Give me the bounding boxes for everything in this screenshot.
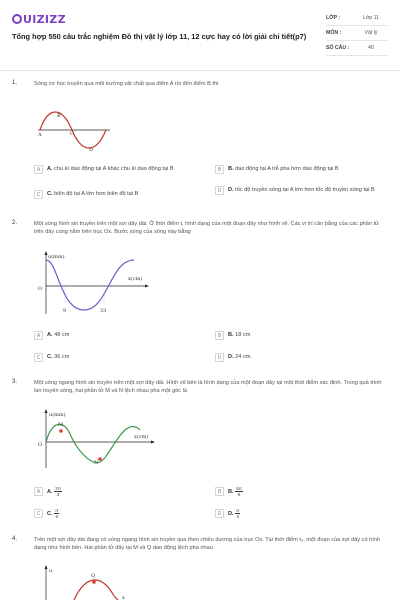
question-text: Một sóng ngang hình sin truyền trên một sợi dây dài. Hình vẽ bên là hình dạng của một đoạn dây tại một thời điểm xác định. Trong quá trình lan truyền sóng, hai phần tử M và N lệch nhau pha một góc là <box>34 380 382 394</box>
wave-curve <box>74 580 118 600</box>
option-b[interactable]: B B. dao động tại A trễ pha hơn dao động tại B <box>215 165 390 174</box>
option-c[interactable]: C C. 36 cm <box>34 353 209 362</box>
question-number: 4. <box>12 536 18 542</box>
option-a[interactable]: A A. chu kì dao động tại A khác chu kì dao động tại B <box>34 165 209 174</box>
point-m <box>59 429 63 433</box>
fraction: $\frac{\pi}{3}$ <box>236 508 240 519</box>
x-axis-arrow-icon <box>145 285 149 288</box>
question-text: Trên một sợi dây dài đang có sóng ngang hình sin truyền qua theo chiều dương của trục Ox. Tại thời điểm t₀, một đoạn của sợi dây có hình dạng như hình bên. Hai phần tử dây tại M và Q dao động lệch pha nhau <box>34 537 380 551</box>
tick-label: 33 <box>100 308 107 314</box>
tick-label: 9 <box>63 308 67 314</box>
x-axis-label: x(cm) <box>128 276 143 282</box>
x-axis-arrow-icon <box>151 441 155 444</box>
point-n <box>98 457 102 461</box>
point-m-label: M <box>58 422 64 428</box>
option-a[interactable]: A A. $\frac{2\pi}{3}$ <box>34 486 209 497</box>
option-b[interactable]: B B. 18 cm <box>215 331 390 340</box>
option-c[interactable]: C C. $\frac{\pi}{6}$ <box>34 508 209 519</box>
figure-label-d: D <box>89 147 94 153</box>
option-a[interactable]: A A. 48 cm <box>34 331 209 340</box>
meta-table <box>326 11 388 56</box>
question-number: 1. <box>12 80 18 86</box>
question-text: Một sóng hình sin truyền trên một sợi dây dài. Ở thời điểm t, hình dạng của một đoạn dây như hình vẽ. Các vị trí cân bằng của các phần tử trên dây cùng nằm trên trục Ox. Bước sóng của sóng này bằng <box>34 221 379 235</box>
y-axis-label: u(mm) <box>48 254 65 260</box>
y-axis-label: u(mm) <box>49 412 66 418</box>
fraction: $\frac{\pi}{6}$ <box>55 508 59 519</box>
y-axis-label: u <box>49 568 53 574</box>
fraction: $\frac{5\pi}{6}$ <box>236 486 242 497</box>
logo-q-icon <box>12 14 22 24</box>
point-n-label: N <box>94 460 99 466</box>
fraction: $\frac{2\pi}{3}$ <box>55 486 61 497</box>
figure-label-b: B <box>57 113 61 119</box>
meta-row-class: LỚP : Lớp 11 <box>326 11 388 26</box>
option-b[interactable]: B B. $\frac{5\pi}{6}$ <box>215 486 390 497</box>
wave-figure-q1 <box>34 104 114 154</box>
document-title: Tổng hợp 550 câu trắc nghiệm Đồ thị vật lý lớp 11, 12 cực hay có lời giải chi tiết(p7) <box>12 32 307 41</box>
question-text: Sóng cơ học truyền qua môi trường vật chất qua điểm A rồi đến điểm B thì <box>34 81 219 87</box>
option-d[interactable]: D D. $\frac{\pi}{3}$ <box>215 508 390 519</box>
x-axis-label: x(cm) <box>134 434 149 440</box>
origin-label: O <box>38 286 43 292</box>
wave-figure-q4 <box>34 562 144 600</box>
wave-figure-q3 <box>34 406 159 470</box>
x-axis-label: x <box>122 595 125 600</box>
wave-curve <box>46 260 134 310</box>
point-q <box>92 580 96 584</box>
wave-figure-q2 <box>34 248 154 318</box>
origin-label: O <box>38 442 43 448</box>
meta-row-subject: MÔN : Vật lý <box>326 26 388 41</box>
meta-row-count: SỐ CÂU : 40 <box>326 41 388 56</box>
question-number: 3. <box>12 379 18 385</box>
document-header <box>0 0 400 71</box>
y-axis-arrow-icon <box>45 565 48 569</box>
option-d[interactable]: D D. 24 cm. <box>215 353 390 362</box>
quizizz-logo[interactable]: UIZIZZ <box>12 13 66 26</box>
point-q-label: Q <box>91 573 96 579</box>
figure-label-c: C <box>70 131 74 137</box>
question-number: 2. <box>12 220 18 226</box>
y-axis-arrow-icon <box>45 409 48 413</box>
option-c[interactable]: C C. biên độ tại A lớn hơn biên độ tại B <box>34 190 209 199</box>
figure-label-a: A <box>38 132 42 138</box>
option-d[interactable]: D D. tốc độ truyền sóng tại A lớn hơn tốc độ truyền sóng tại B <box>215 186 387 195</box>
